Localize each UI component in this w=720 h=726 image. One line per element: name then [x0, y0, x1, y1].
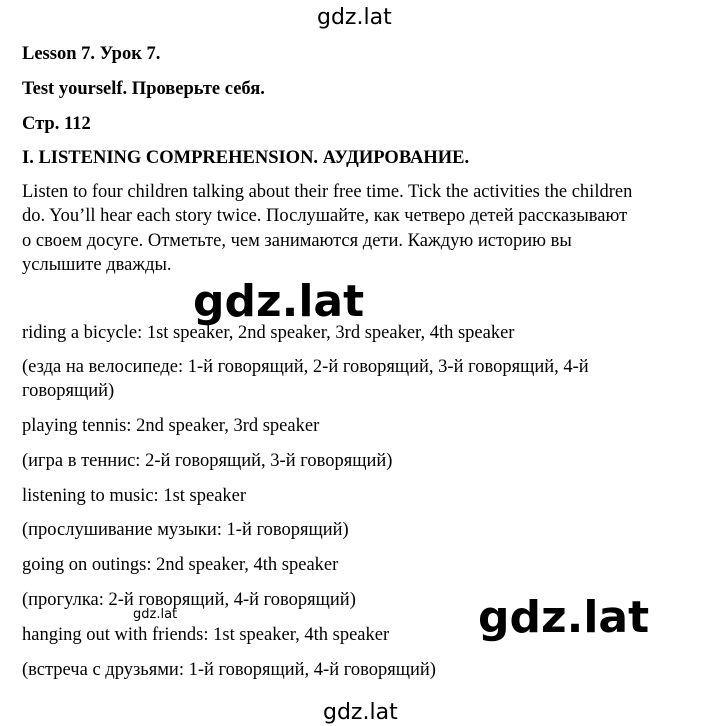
watermark-middle: gdz.lat [193, 276, 365, 327]
test-heading: Test yourself. Проверьте себя. [22, 79, 265, 99]
answer-line: (прослушивание музыки: 1-й говорящий) [22, 520, 349, 540]
answer-line: (игра в теннис: 2-й говорящий, 3-й говорящий) [22, 451, 393, 471]
watermark-small: gdz.lat [133, 607, 178, 622]
answer-line: playing tennis: 2nd speaker, 3rd speaker [22, 416, 320, 436]
answer-line: (встреча с друзьями: 1-й говорящий, 4-й говорящий) [22, 660, 436, 680]
instruction-line: Listen to four children talking about their free time. Tick the activities the children [22, 182, 633, 202]
answer-line: riding a bicycle: 1st speaker, 2nd speaker, 3rd speaker, 4th speaker [22, 323, 515, 343]
instruction-line: услышите дважды. [22, 255, 172, 275]
answer-line: hanging out with friends: 1st speaker, 4th speaker [22, 625, 390, 645]
watermark-top: gdz.lat [317, 5, 392, 30]
page-number: Стр. 112 [22, 114, 91, 134]
answer-line: (прогулка: 2-й говорящий, 4-й говорящий) [22, 590, 356, 610]
answer-line: говорящий) [22, 381, 115, 401]
section-heading: I. LISTENING COMPREHENSION. АУДИРОВАНИЕ. [22, 148, 470, 168]
watermark-right: gdz.lat [478, 592, 650, 643]
instruction-line: о своем досуге. Отметьте, чем занимаются дети. Каждую историю вы [22, 231, 572, 251]
answer-line: going on outings: 2nd speaker, 4th speaker [22, 555, 339, 575]
instruction-line: do. You’ll hear each story twice. Послушайте, как четверо детей рассказывают [22, 206, 628, 226]
answer-line: (езда на велосипеде: 1-й говорящий, 2-й говорящий, 3-й говорящий, 4-й [22, 357, 589, 377]
watermark-bottom: gdz.lat [323, 700, 398, 725]
answer-line: listening to music: 1st speaker [22, 486, 247, 506]
lesson-heading: Lesson 7. Урок 7. [22, 44, 161, 64]
